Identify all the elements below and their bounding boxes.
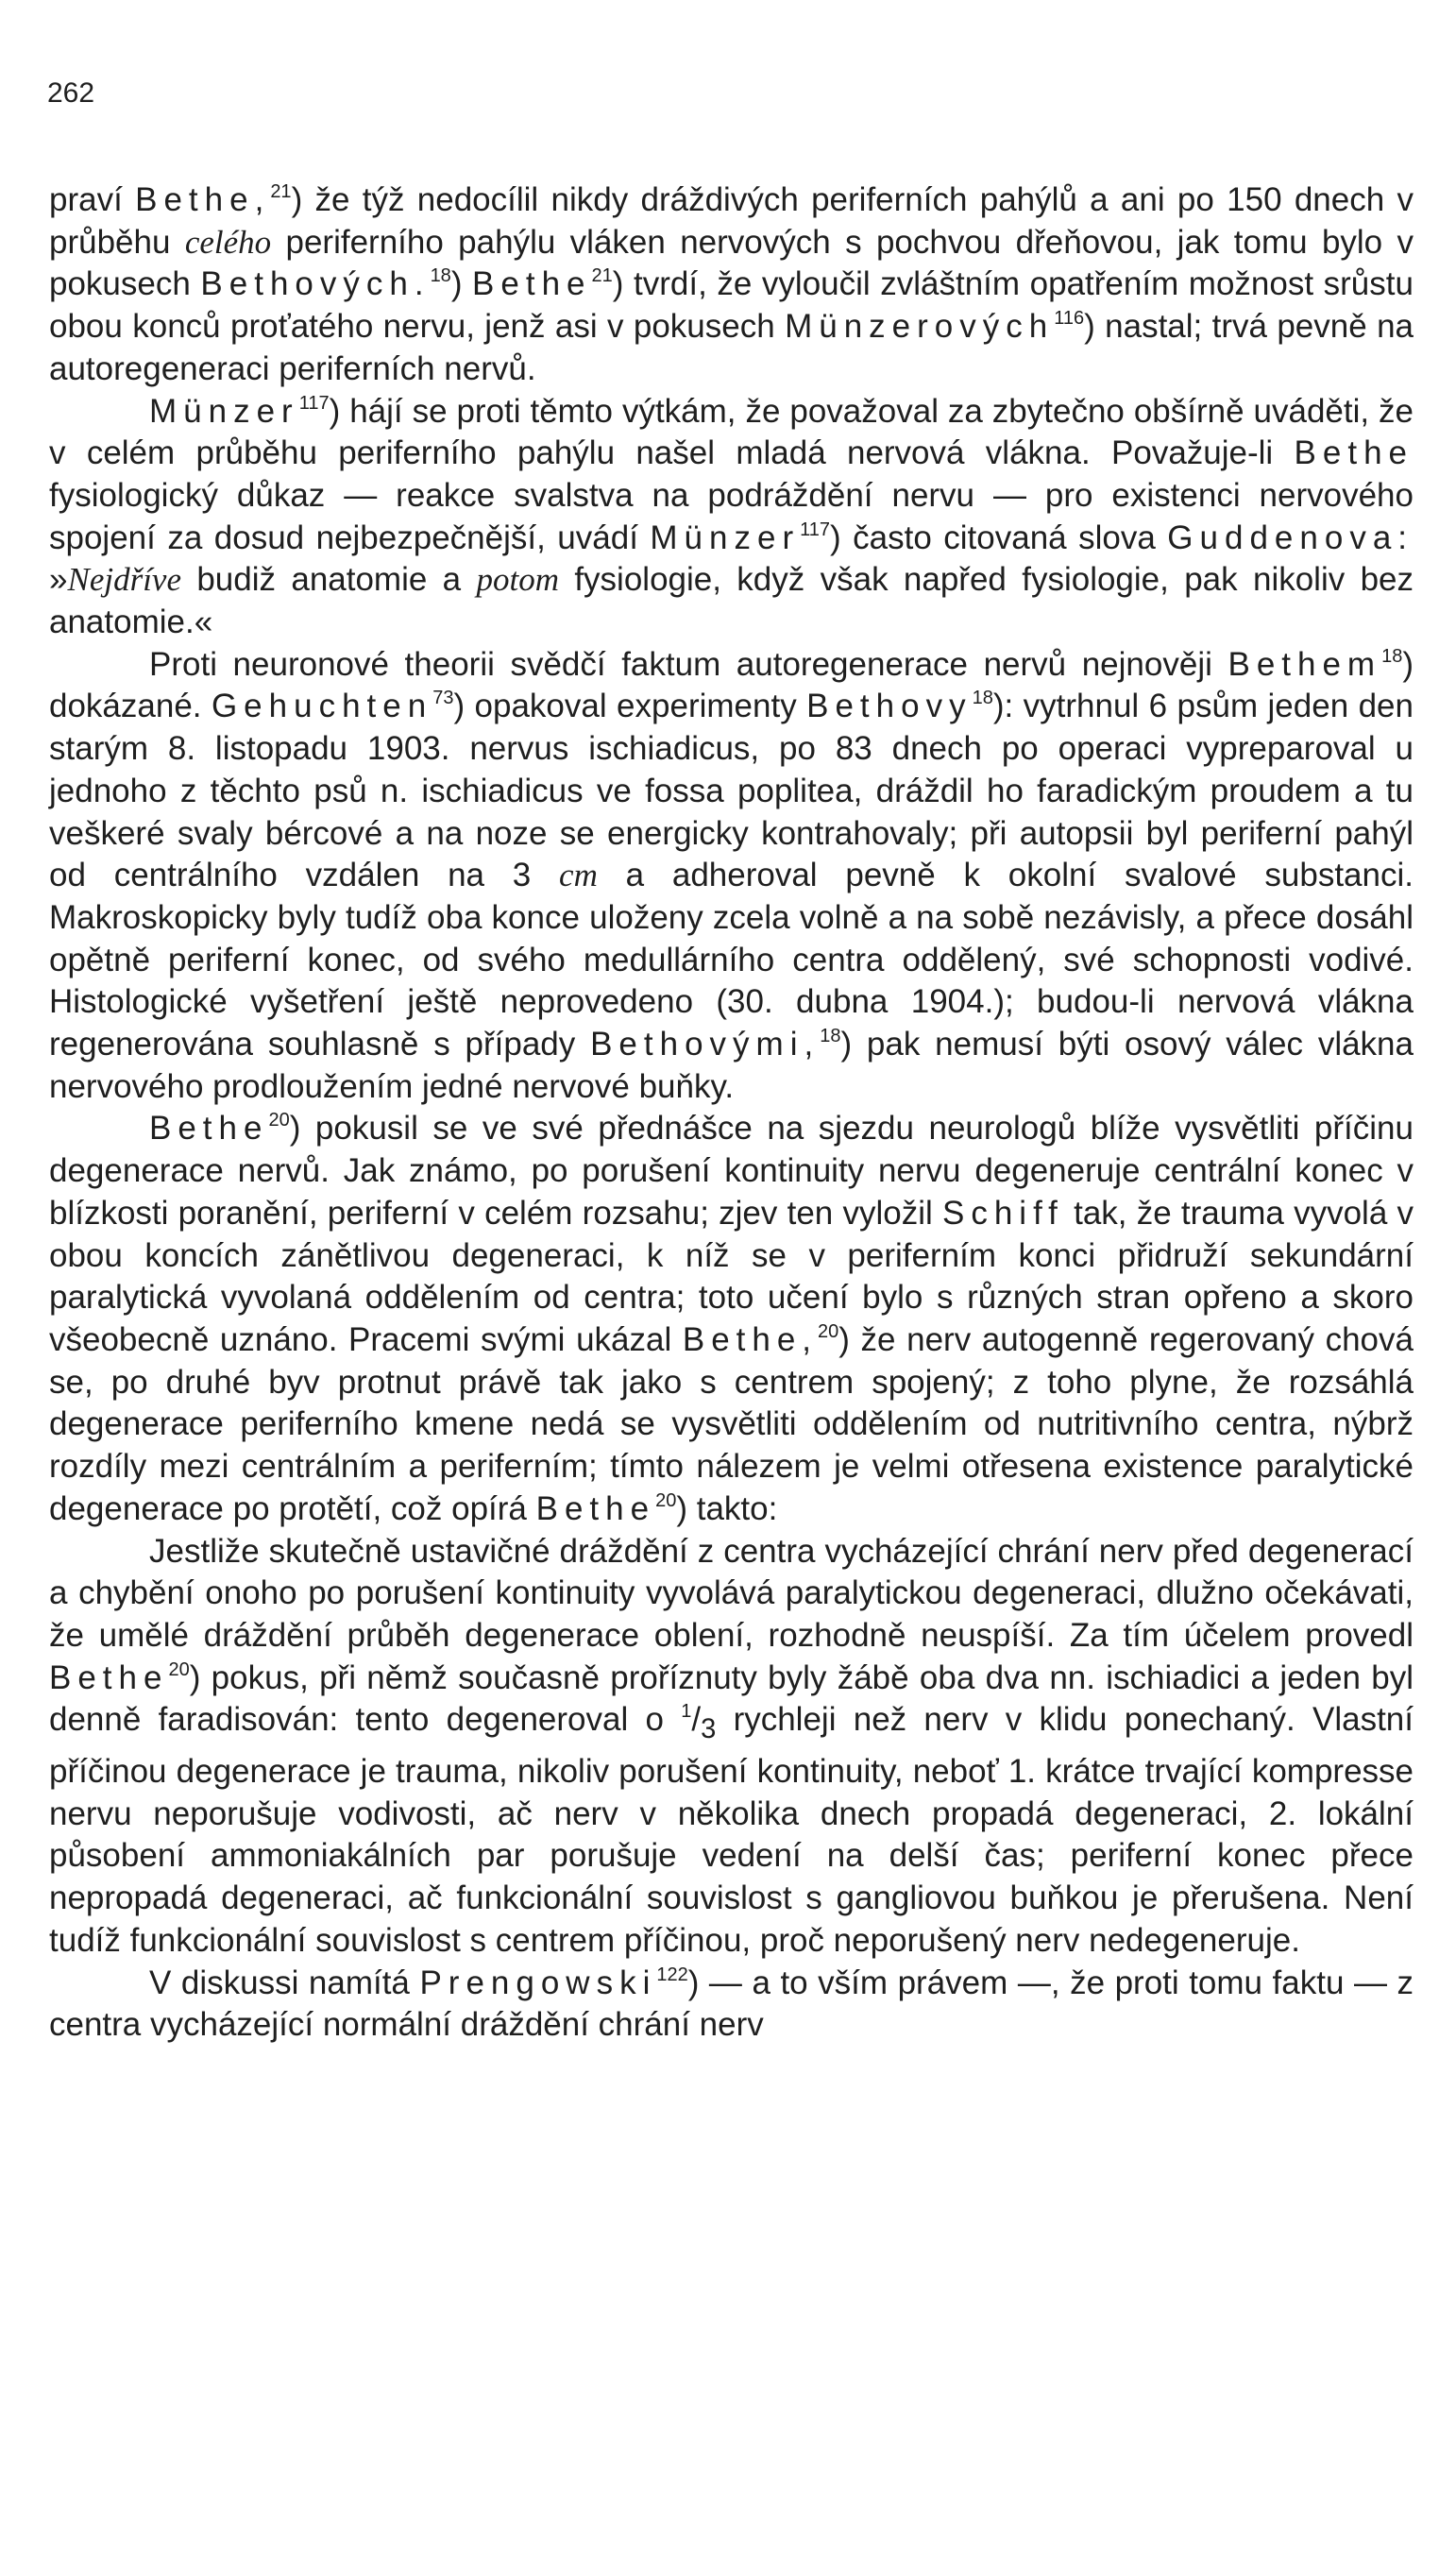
reference-number: 116 <box>1054 308 1085 330</box>
reference-number: 1 <box>681 1701 692 1723</box>
text-run: tak, že trauma vyvolá v obou koncích zánětlivou degeneraci, k níž se v periferním konci přidruží sekundární paralytická vyvolaná oddělením od centra; toto učení bylo s různých stran opřeno a skoro všeobecně uznáno. Pracemi svými ukázal <box>49 1194 1414 1358</box>
reference-number: 117 <box>298 392 330 414</box>
author-name: Bethem <box>1227 645 1382 683</box>
text-run: » <box>49 561 68 599</box>
author-name: Bethe <box>1294 434 1414 472</box>
text-run: ) opakoval experimenty <box>453 688 807 725</box>
author-name: Bethe <box>49 1658 169 1696</box>
text-run: ) tvrdí, že vyloučil zvláštním opatřením možnost srůstu obou konců proťatého nervu, jenž asi v pokusech <box>49 265 1414 346</box>
author-name: Bethe <box>149 1110 269 1148</box>
author-name: Bethe <box>472 265 592 303</box>
author-name: Münzer <box>650 519 801 556</box>
reference-number: 20 <box>655 1489 677 1511</box>
page-number: 262 <box>47 77 95 109</box>
emphasis: Nejdříve <box>67 561 181 599</box>
reference-number: 18 <box>1381 645 1403 667</box>
text-run: budiž anatomie a <box>181 561 477 599</box>
author-name: Bethe <box>535 1489 656 1527</box>
paragraph-3 <box>49 644 1414 1109</box>
reference-number: 18 <box>430 265 451 287</box>
text-run: fysiologický důkaz — reakce svalstva na podráždění nervu — pro existenci nervového spojení za dosud nejbezpečnější, uvádí <box>49 476 1414 556</box>
author-name: Bethe, <box>682 1320 819 1358</box>
body-text <box>49 179 1414 2047</box>
author-name: Bethe, <box>135 181 271 218</box>
text-run: ) pokus, při němž současně proříznuty byly žábě oba dva nn. ischiadici a jeden byl denně faradisován: tento degeneroval o <box>49 1658 1414 1739</box>
paragraph-5 <box>49 1531 1414 1963</box>
paragraph-6 <box>49 1963 1414 2047</box>
emphasis: potom <box>476 561 559 599</box>
text-run: ) takto: <box>676 1489 778 1527</box>
text-run: ) hájí se proti těmto výtkám, že považoval za zbytečno obšírně uváděti, že v celém průběhu periferního pahýlu našel mladá nervová vlákna. Považuje-li <box>49 392 1414 472</box>
author-name: Prengowski <box>419 1964 657 2001</box>
text-run: ) pak nemusí býti osový válec vlákna nervového prodloužením jedné nervové buňky. <box>49 1026 1414 1105</box>
text-run: ) že nerv autogenně regerovaný chová se, po druhé byv protnut právě tak jako s centrem spojený; z toho plyne, že rozsáhlá degenerace periferního kmene nedá se vysvětliti oddělením od nutritivního centra, nýbrž rozdíly mezi centrálním a periferním; tímto nálezem je velmi otřesena existence paralytické degenerace po protětí, což opírá <box>49 1320 1414 1527</box>
reference-number: 21 <box>270 181 292 202</box>
author-name: Bethovy <box>806 688 973 725</box>
reference-number: 20 <box>268 1110 290 1131</box>
text-run: rychleji než nerv v klidu ponechaný. Vlastní příčinou degenerace je trauma, nikoliv porušení kontinuity, neboť 1. krátce trvající kompresse nervu neporušuje vodivosti, ač nerv v několika dnech propadá degeneraci, 2. lokální působení ammoniakálních par porušuje vedení na delší čas; periferní konec přece nepropadá degeneraci, ač funkcionální souvislost s gangliovou buňkou je přerušena. Není tudíž funkcionální souvislost s centrem příčinou, proč neporušený nerv nedegeneruje. <box>49 1701 1414 1959</box>
text-run: V diskussi namítá <box>149 1964 420 2001</box>
text-run: ) nastal; trvá pevně na autoregeneraci periferních nervů. <box>49 308 1414 387</box>
emphasis: celého <box>184 223 272 261</box>
author-name: Gehuchten <box>211 688 433 725</box>
text-run: ) — a to vším právem —, že proti tomu faktu — z centra vycházející normální dráždění chrání nerv <box>49 1964 1414 2044</box>
reference-number: 18 <box>820 1026 841 1047</box>
text-run: fysiologie, když však napřed fysiologie, pak nikoliv bez anatomie.« <box>49 561 1414 641</box>
text-run: a adheroval pevně k okolní svalové substanci. Makroskopicky byly tudíž oba konce uloženy zcela volně a na sobě nezávisly, a přece dosáhl opětně periferní konec, od svého medullárního centra oddělený, své schopnosti vodivé. Histologické vyšetření ještě neprovedeno (30. dubna 1904.); budou-li nervová vlákna regenerována souhlasně s případy <box>49 857 1414 1063</box>
text-run: Jestliže skutečně ustavičné dráždění z centra vycházející chrání nerv před degenerací a chybění onoho po porušení kontinuity vyvolává paralytickou degeneraci, dlužno očekávati, že umělé dráždění průběh degenerace oblení, rozhodně neuspíší. Za tím účelem provedl <box>49 1532 1414 1654</box>
text-run: praví <box>49 181 136 218</box>
text-run: ) že týž nedocílil nikdy dráždivých periferních pahýlů a ani po 150 dnech v průběhu <box>49 181 1414 261</box>
text-run: ) dokázané. <box>49 645 1414 725</box>
reference-number: 21 <box>591 265 613 287</box>
author-name: Münzerových <box>785 308 1055 346</box>
text-run: ) pokusil se ve své přednášce na sjezdu neurologů blíže vysvětliti příčinu degenerace nervů. Jak známo, po porušení kontinuity nervu degeneruje centrální konec v blízkosti poranění, periferní v celém rozsahu; zjev ten vyložil <box>49 1110 1414 1232</box>
text-run: ): vytrhnul 6 psům jeden den starým 8. listopadu 1903. nervus ischiadicus, po 83 dnech po operaci vypreparoval u jednoho z těchto psů n. ischiadicus ve fossa poplitea, dráždil ho faradickým proudem a tu veškeré svaly bércové a na noze se energicky kontrahovaly; při autopsii byl periferní pahýl od centrálního vzdálen na 3 <box>49 688 1414 894</box>
text-run: Proti neuronové theorii svědčí faktum autoregenerace nervů nejnověji <box>149 645 1228 683</box>
paragraph-4 <box>49 1108 1414 1530</box>
reference-number: 20 <box>818 1320 839 1342</box>
reference-number: 73 <box>432 688 454 709</box>
author-name: Münzer <box>149 392 299 430</box>
fraction-denominator: 3 <box>701 1714 717 1745</box>
paragraph-2 <box>49 391 1414 644</box>
paragraph-1 <box>49 179 1414 391</box>
reference-number: 20 <box>168 1658 190 1680</box>
reference-number: 122 <box>656 1964 688 1985</box>
author-name: Guddenova: <box>1167 519 1414 556</box>
author-name: Bethových. <box>200 265 431 303</box>
reference-number: 18 <box>972 688 993 709</box>
text-run: / <box>691 1701 702 1739</box>
text-run: periferního pahýlu vláken nervových s pochvou dřeňovou, jak tomu bylo v pokusech <box>49 223 1414 303</box>
author-name: Bethovými, <box>590 1026 821 1063</box>
reference-number: 117 <box>800 519 831 540</box>
author-name: Schiff <box>941 1194 1064 1232</box>
text-run: ) často citovaná slova <box>830 519 1168 556</box>
text-run: ) <box>450 265 473 303</box>
emphasis: cm <box>559 857 598 894</box>
